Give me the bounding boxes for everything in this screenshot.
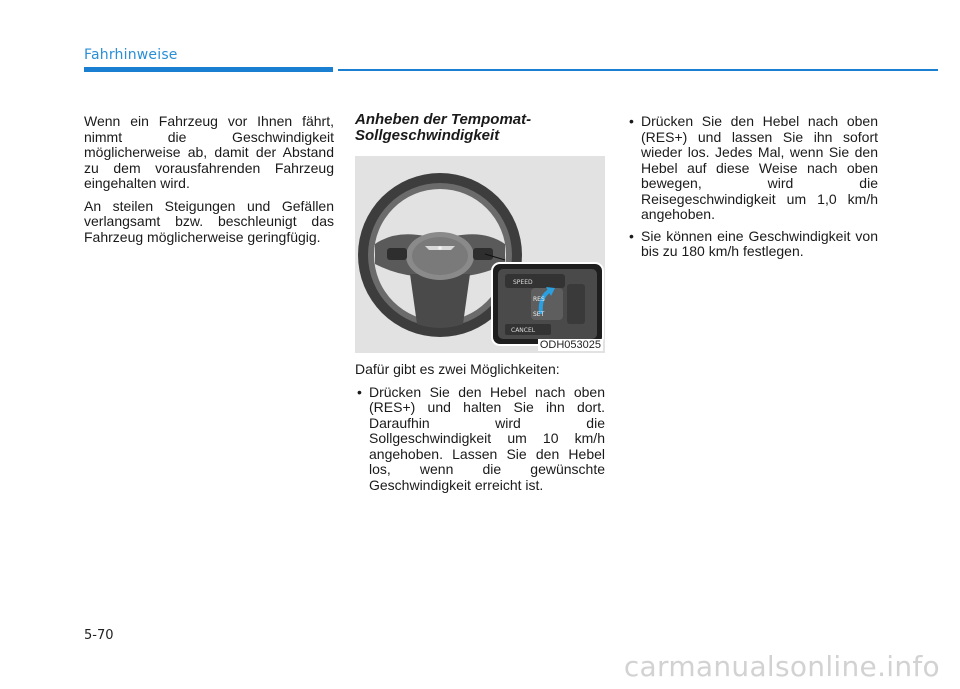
list-item: • Drücken Sie den Hebel nach oben (RES+) und lassen Sie ihn sofort wieder los. Jedes Mal, wenn Sie den Hebel auf diese Weise nach oben bewegen, wird die Reisegeschwindigkeit um 1,0 km/h angehoben. xyxy=(627,114,878,223)
paragraph: Wenn ein Fahrzeug vor Ihnen fährt, nimmt die Geschwindigkeit möglicherweise ab, damit der Abstand zu dem vorausfahrenden Fahrzeug eingehalten wird. xyxy=(84,113,334,191)
page-number: 5-70 xyxy=(84,628,114,643)
steering-wheel-illustration xyxy=(355,156,605,353)
intro-text: Dafür gibt es zwei Möglichkeiten: xyxy=(355,361,560,377)
watermark: carmanualsonline.info xyxy=(623,650,940,683)
list-item: • Drücken Sie den Hebel nach oben (RES+) und halten Sie ihn dort. Daraufhin wird die Sollgeschwindigkeit um 10 km/h angehoben. Lassen Sie den Hebel los, wenn die gewünschte Geschwindigkeit erreicht ist. xyxy=(355,385,605,494)
switch-label-set: SET xyxy=(533,311,545,318)
paragraph: An steilen Steigungen und Gefällen verlangsamt bzw. beschleunigt das Fahrzeug möglicherweise geringfügig. xyxy=(84,197,334,245)
section-heading: Anheben der Tempomat-Sollgeschwindigkeit xyxy=(355,111,532,144)
switch-label-cancel: CANCEL xyxy=(511,327,536,334)
column-3 xyxy=(627,114,878,266)
header-rule-thick xyxy=(84,67,333,72)
bullet-list xyxy=(627,114,878,260)
figure-code: ODH053025 xyxy=(539,339,601,351)
column-1 xyxy=(84,114,334,252)
section-title: Fahrhinweise xyxy=(84,47,178,63)
switch-label-speed: SPEED xyxy=(513,279,533,286)
bullet-list xyxy=(355,385,605,494)
column-2 xyxy=(355,112,605,499)
list-item: • Sie können eine Geschwindigkeit von bis zu 180 km/h festlegen. xyxy=(627,229,878,260)
header-rule-thin xyxy=(338,69,938,71)
switch-label-res: RES xyxy=(533,296,545,303)
steering-wheel-figure xyxy=(355,156,605,353)
